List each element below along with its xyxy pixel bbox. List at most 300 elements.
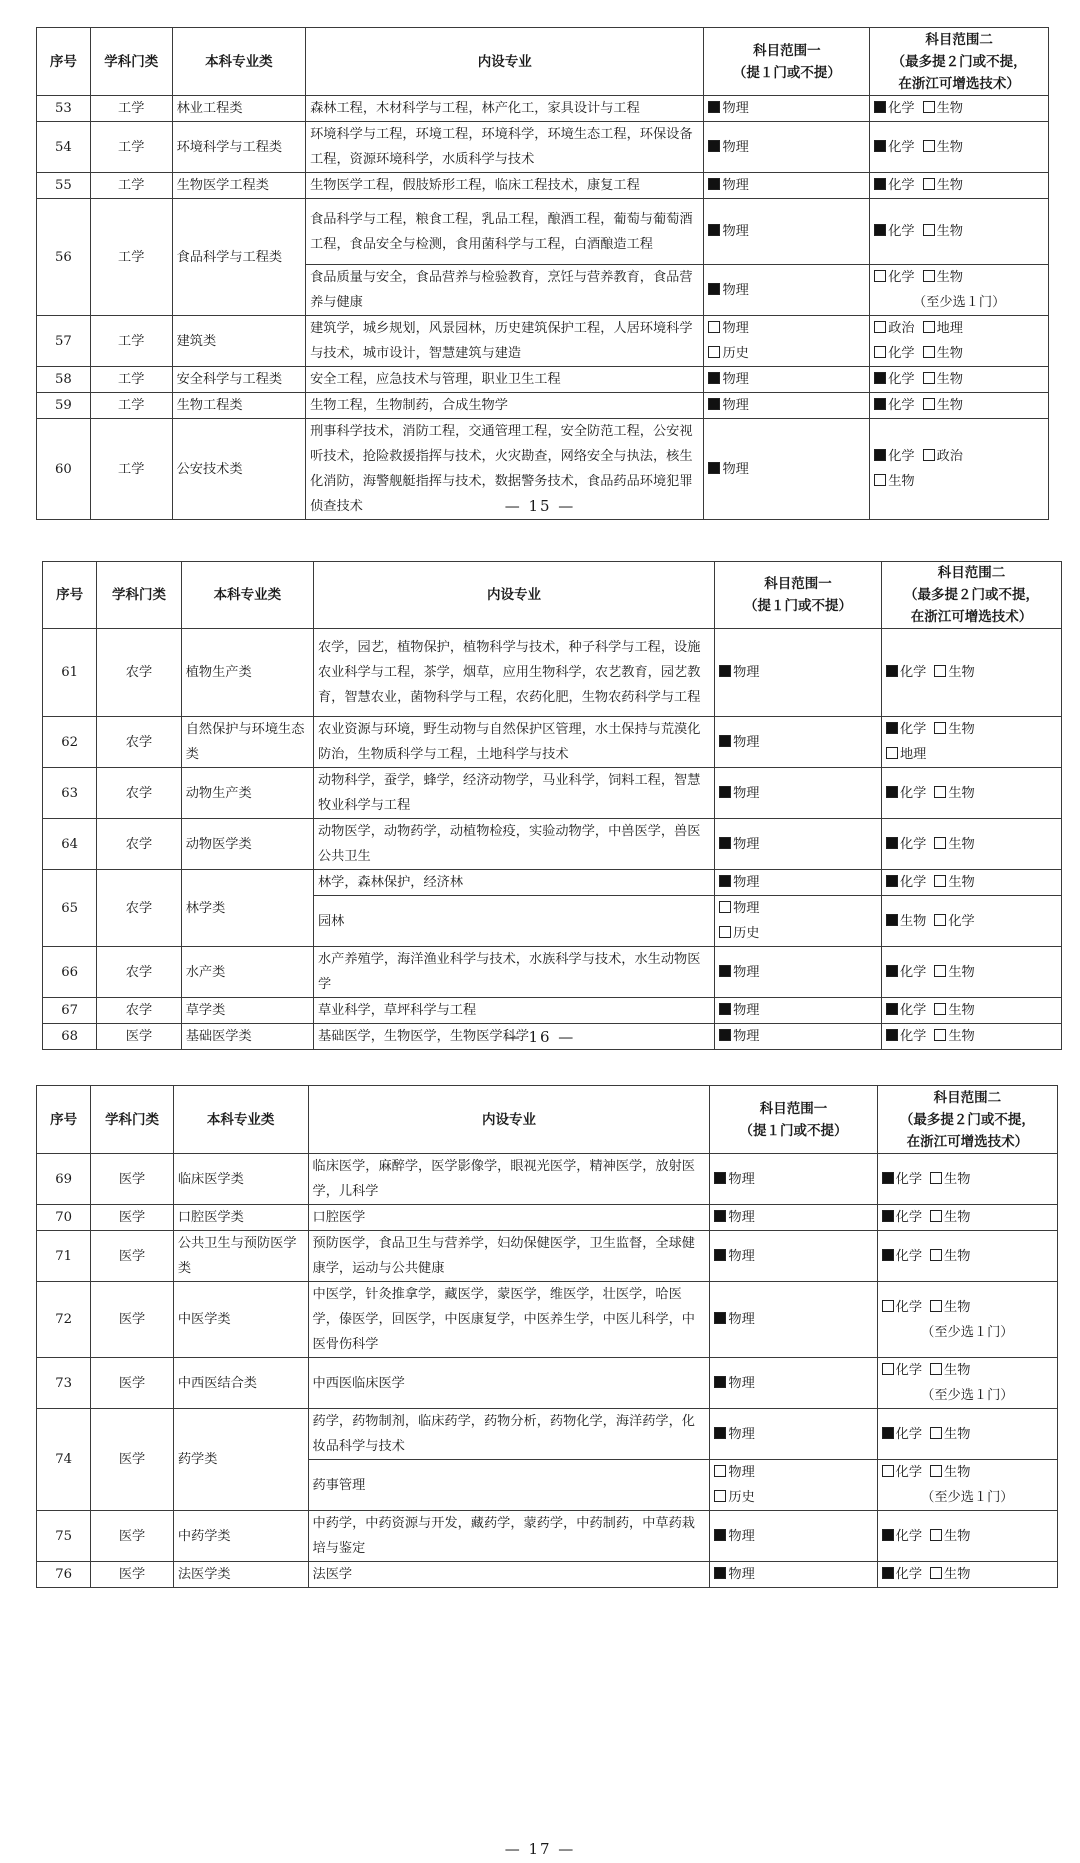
checked-box-icon [719, 837, 731, 849]
subject-label: 物理 [722, 372, 749, 387]
header-range1 [704, 28, 870, 96]
subject-range-1 [710, 1231, 877, 1282]
subject-label: 化学 [895, 1248, 923, 1264]
unchecked-box-icon [923, 449, 935, 461]
subject-option [714, 1210, 754, 1225]
option-line [882, 1244, 1053, 1269]
option-line [714, 1205, 872, 1230]
subject-label: 物理 [728, 1210, 755, 1225]
subject-label: 物理 [722, 282, 749, 298]
unchecked-box-icon [708, 321, 720, 333]
option-line [714, 1307, 872, 1332]
unchecked-box-icon [930, 1529, 942, 1541]
option-line [886, 998, 1057, 1023]
selection-note: （至少选１门） [921, 1388, 1014, 1403]
subject-range-2 [870, 265, 1049, 316]
option-line [719, 921, 877, 946]
row-majors: 动物医学，动物药学，动植物检疫，实验动物学，中兽医学，兽医公共卫生 [313, 819, 714, 870]
subject-label: 物理 [733, 734, 760, 750]
subject-range-1 [715, 870, 882, 896]
checked-box-icon [882, 1427, 894, 1439]
subject-label: 化学 [948, 913, 975, 929]
subject-option [882, 1363, 922, 1378]
row-category: 医学 [91, 1562, 174, 1588]
subject-range-1 [704, 316, 870, 367]
row-majors: 食品科学与工程，粮食工程，乳品工程，酿酒工程，葡萄与葡萄酒工程，食品安全与检测，食用菌科学与工程，白酒酿造工程 [306, 199, 704, 265]
unchecked-box-icon [874, 321, 886, 333]
header-majors: 内设专业 [306, 28, 704, 96]
row-number: 66 [43, 947, 97, 998]
subject-option [719, 735, 759, 750]
unchecked-box-icon [923, 140, 935, 152]
option-line [714, 1371, 872, 1396]
unchecked-box-icon [930, 1249, 942, 1261]
unchecked-box-icon [719, 926, 731, 938]
subject-option [708, 140, 748, 155]
option-line [886, 742, 1057, 767]
checked-box-icon [882, 1172, 894, 1184]
subject-label: 化学 [888, 178, 915, 193]
subject-range-2 [877, 1409, 1057, 1460]
row-group: 水产类 [181, 947, 313, 998]
subject-label: 物理 [728, 1375, 755, 1391]
subject-label: 物理 [722, 178, 749, 193]
unchecked-box-icon [923, 270, 935, 282]
subject-range-1 [704, 173, 870, 199]
row-number: 54 [37, 122, 91, 173]
subject-range-1 [710, 1562, 877, 1588]
checked-box-icon [886, 837, 898, 849]
unchecked-box-icon [930, 1567, 942, 1579]
subject-range-1 [710, 1205, 877, 1231]
option-line [882, 1167, 1053, 1192]
unchecked-box-icon [882, 1363, 894, 1375]
page-17-table-block [36, 1085, 1058, 1588]
table-row [37, 1562, 1058, 1588]
unchecked-box-icon [719, 901, 731, 913]
subject-label: 化学 [888, 398, 915, 413]
table-row [43, 998, 1062, 1024]
row-group: 中医学类 [173, 1282, 308, 1358]
option-line [886, 960, 1057, 985]
option-line [708, 278, 865, 303]
selection-note: （至少选１门） [912, 295, 1006, 310]
page-number-17: — 17 — [504, 1840, 576, 1858]
header-range2-line: （最多提２门或不提， [899, 1111, 1035, 1128]
subject-label: 物理 [722, 139, 749, 155]
header-range2-line: （最多提２门或不提， [891, 53, 1027, 70]
subject-option [708, 321, 748, 336]
row-majors: 药学，药物制剂，临床药学，药物分析，药物化学，海洋药学，化妆品科学与技术 [308, 1409, 710, 1460]
subject-label: 物理 [733, 665, 760, 680]
subject-option [930, 1249, 970, 1264]
option-line [714, 1460, 872, 1485]
checked-box-icon [886, 875, 898, 887]
subject-range-1 [710, 1460, 877, 1511]
header-majors: 内设专业 [308, 1086, 710, 1154]
row-majors: 药事管理 [308, 1460, 710, 1511]
subject-range-1 [704, 122, 870, 173]
checked-box-icon [714, 1312, 726, 1324]
unchecked-box-icon [886, 747, 898, 759]
subject-range-2 [870, 96, 1049, 122]
subject-label: 生物 [948, 785, 975, 801]
subject-range-2 [870, 199, 1049, 265]
row-majors: 林学，森林保护，经济林 [313, 870, 714, 896]
row-majors: 预防医学，食品卫生与营养学，妇幼保健医学，卫生监督，全球健康学，运动与公共健康 [308, 1231, 710, 1282]
row-number: 76 [37, 1562, 91, 1588]
subject-label: 化学 [888, 449, 915, 464]
selection-note: （至少选１门） [921, 1324, 1014, 1340]
table-row [37, 1205, 1058, 1231]
table-row [37, 1231, 1058, 1282]
table-row [37, 1154, 1058, 1205]
header-range2-line: 科目范围二 [925, 31, 993, 48]
checked-box-icon [714, 1567, 726, 1579]
row-category: 工学 [90, 96, 172, 122]
header-category: 学科门类 [97, 562, 182, 629]
row-majors: 水产养殖学，海洋渔业科学与技术，水族科学与技术，水生动物医学 [313, 947, 714, 998]
subject-option [714, 1172, 754, 1187]
row-category: 农学 [97, 870, 182, 947]
subject-option [708, 178, 748, 193]
checked-box-icon [708, 372, 720, 384]
row-majors: 口腔医学 [308, 1205, 710, 1231]
subject-range-2 [870, 122, 1049, 173]
subject-option [923, 140, 963, 155]
option-line [719, 998, 877, 1023]
unchecked-box-icon [934, 914, 946, 926]
subject-option [708, 283, 748, 298]
row-category: 工学 [90, 419, 172, 520]
subject-range-1 [715, 896, 882, 947]
subject-label: 物理 [733, 785, 760, 801]
row-number: 71 [37, 1231, 91, 1282]
unchecked-box-icon [714, 1490, 726, 1502]
option-line [874, 96, 1044, 121]
option-line [882, 1460, 1053, 1485]
row-group: 自然保护与环境生态类 [181, 717, 313, 768]
row-majors: 生物医学工程，假肢矫形工程，临床工程技术，康复工程 [306, 173, 704, 199]
subject-label: 化学 [895, 1171, 923, 1187]
subject-option [714, 1465, 754, 1480]
checked-box-icon [708, 283, 720, 295]
subject-range-2 [882, 870, 1062, 896]
subject-label: 物理 [728, 1567, 755, 1582]
row-majors: 安全工程，应急技术与管理，职业卫生工程 [306, 367, 704, 393]
row-majors: 法医学 [308, 1562, 710, 1588]
subject-option [714, 1376, 754, 1391]
subject-range-2 [882, 717, 1062, 768]
subject-range-1 [715, 947, 882, 998]
subject-label: 政治 [888, 321, 915, 336]
option-line [874, 393, 1044, 418]
subject-option [874, 101, 914, 116]
subject-label: 化学 [895, 1567, 923, 1582]
header-range2-line: 在浙江可增选技术） [910, 609, 1033, 625]
subject-label: 物理 [733, 1003, 760, 1018]
subject-option [719, 837, 759, 852]
checked-box-icon [708, 101, 720, 113]
subject-label: 生物 [944, 1426, 971, 1442]
row-group: 食品科学与工程类 [172, 199, 305, 316]
row-category: 医学 [91, 1205, 174, 1231]
row-majors: 临床医学，麻醉学，医学影像学，眼视光医学，精神医学，放射医学，儿科学 [308, 1154, 710, 1205]
subject-option [923, 270, 963, 285]
subject-range-2 [870, 367, 1049, 393]
subject-option [923, 101, 963, 116]
option-line [882, 1562, 1053, 1587]
subject-label: 生物 [948, 1003, 975, 1018]
subject-label: 物理 [728, 1312, 755, 1327]
subject-option [930, 1172, 970, 1187]
table-row [37, 96, 1049, 122]
subject-label: 生物 [888, 474, 915, 489]
checked-box-icon [886, 722, 898, 734]
subject-option [930, 1529, 970, 1544]
option-line [886, 832, 1057, 857]
subject-option [923, 178, 963, 193]
subject-label: 化学 [895, 1465, 923, 1480]
subject-option [934, 914, 974, 929]
subject-option [874, 372, 914, 387]
subject-label: 历史 [722, 346, 749, 361]
header-range1-line: 科目范围一 [753, 42, 821, 59]
table-row [37, 199, 1049, 265]
subject-label: 物理 [728, 1171, 755, 1187]
row-majors: 农业资源与环境，野生动物与自然保护区管理，水土保持与荒漠化防治，生物质科学与工程，土地科学与技术 [313, 717, 714, 768]
checked-box-icon [874, 224, 886, 236]
table-page-16 [42, 561, 1062, 1050]
subject-option [934, 837, 974, 852]
unchecked-box-icon [930, 1363, 942, 1375]
option-line [708, 316, 865, 341]
page-16-table-block [42, 561, 1062, 1050]
table-row [43, 717, 1062, 768]
checked-box-icon [714, 1529, 726, 1541]
subject-option [923, 449, 963, 464]
subject-option [874, 474, 914, 489]
unchecked-box-icon [930, 1172, 942, 1184]
row-group: 基础医学类 [181, 1024, 313, 1050]
subject-range-1 [704, 199, 870, 265]
subject-option [874, 321, 914, 336]
row-category: 农学 [97, 768, 182, 819]
unchecked-box-icon [882, 1300, 894, 1312]
row-group: 林学类 [181, 870, 313, 947]
option-line [714, 1485, 872, 1510]
checked-box-icon [886, 1003, 898, 1015]
page-15-table-block [36, 27, 1049, 520]
checked-box-icon [874, 372, 886, 384]
row-majors: 中医学，针灸推拿学，藏医学，蒙医学，维医学，壮医学，哈医学，傣医学，回医学，中医康复学，中医养生学，中医儿科学，中医骨伤科学 [308, 1282, 710, 1358]
subject-label: 化学 [900, 665, 927, 680]
subject-label: 地理 [900, 747, 927, 762]
subject-range-1 [710, 1511, 877, 1562]
subject-range-2 [882, 629, 1062, 717]
subject-option [882, 1465, 922, 1480]
row-number: 64 [43, 819, 97, 870]
subject-option [923, 372, 963, 387]
row-category: 工学 [90, 367, 172, 393]
subject-option [708, 346, 748, 361]
row-majors: 生物工程，生物制药，合成生物学 [306, 393, 704, 419]
checked-box-icon [708, 140, 720, 152]
subject-range-2 [882, 768, 1062, 819]
checked-box-icon [886, 786, 898, 798]
option-line [708, 135, 865, 160]
row-group: 口腔医学类 [173, 1205, 308, 1231]
row-group: 草学类 [181, 998, 313, 1024]
subject-option [930, 1210, 970, 1225]
row-group: 法医学类 [173, 1562, 308, 1588]
header-group: 本科专业类 [181, 562, 313, 629]
subject-option [930, 1363, 970, 1378]
header-majors: 内设专业 [313, 562, 714, 629]
row-group: 建筑类 [172, 316, 305, 367]
subject-range-1 [704, 265, 870, 316]
row-group: 中西医结合类 [173, 1358, 308, 1409]
subject-label: 化学 [900, 964, 927, 980]
subject-range-2 [870, 316, 1049, 367]
subject-label: 化学 [900, 1029, 927, 1044]
header-range1 [710, 1086, 877, 1154]
subject-range-2 [877, 1282, 1057, 1358]
row-majors: 刑事科学技术，消防工程，交通管理工程，安全防范工程，公安视听技术，抢险救援指挥与技术，火灾勘查，网络安全与执法，核生化消防，海警舰艇指挥与技术，数据警务技术，食品药品环境犯罪侦查技术 [306, 419, 704, 520]
subject-label: 生物 [944, 1528, 971, 1544]
subject-label: 生物 [936, 372, 963, 387]
row-majors: 基础医学，生物医学，生物医学科学 [313, 1024, 714, 1050]
checked-box-icon [719, 735, 731, 747]
subject-option [874, 178, 914, 193]
header-range2-line: （最多提２门或不提， [904, 587, 1039, 603]
unchecked-box-icon [930, 1210, 942, 1222]
subject-option [719, 665, 759, 680]
row-group: 公安技术类 [172, 419, 305, 520]
unchecked-box-icon [708, 346, 720, 358]
row-number: 63 [43, 768, 97, 819]
row-group: 动物生产类 [181, 768, 313, 819]
subject-label: 化学 [900, 722, 927, 737]
row-category: 工学 [90, 199, 172, 316]
unchecked-box-icon [923, 346, 935, 358]
subject-option [934, 786, 974, 801]
row-group: 临床医学类 [173, 1154, 308, 1205]
option-line [708, 367, 865, 392]
unchecked-box-icon [923, 178, 935, 190]
subject-range-1 [710, 1282, 877, 1358]
subject-range-1 [715, 998, 882, 1024]
subject-label: 生物 [944, 1299, 971, 1315]
checked-box-icon [886, 665, 898, 677]
option-line [874, 469, 1044, 494]
subject-range-2 [877, 1205, 1057, 1231]
unchecked-box-icon [923, 321, 935, 333]
unchecked-box-icon [923, 224, 935, 236]
unchecked-box-icon [930, 1300, 942, 1312]
header-row [43, 562, 1062, 629]
table-row [37, 316, 1049, 367]
row-category: 农学 [97, 819, 182, 870]
subject-option [708, 224, 748, 239]
subject-label: 物理 [728, 1528, 755, 1544]
row-number: 70 [37, 1205, 91, 1231]
subject-label: 政治 [936, 449, 963, 464]
row-group: 公共卫生与预防医学类 [173, 1231, 308, 1282]
subject-label: 化学 [895, 1528, 923, 1544]
option-line [886, 909, 1057, 934]
option-line [882, 1358, 1053, 1383]
subject-option [882, 1249, 922, 1264]
unchecked-box-icon [874, 270, 886, 282]
checked-box-icon [886, 965, 898, 977]
subject-range-1 [704, 367, 870, 393]
option-line [719, 896, 877, 921]
subject-option [923, 398, 963, 413]
table-row [37, 173, 1049, 199]
subject-label: 生物 [936, 139, 963, 155]
subject-label: 生物 [948, 875, 975, 890]
header-range1-line: 科目范围一 [759, 1100, 828, 1117]
header-group: 本科专业类 [172, 28, 305, 96]
row-number: 55 [37, 173, 91, 199]
row-group: 药学类 [173, 1409, 308, 1511]
row-number: 67 [43, 998, 97, 1024]
unchecked-box-icon [934, 722, 946, 734]
row-number: 75 [37, 1511, 91, 1562]
checked-box-icon [874, 101, 886, 113]
checked-box-icon [719, 1003, 731, 1015]
subject-option [923, 224, 963, 239]
subject-option [708, 398, 748, 413]
checked-box-icon [708, 462, 720, 474]
checked-box-icon [708, 398, 720, 410]
checked-box-icon [882, 1529, 894, 1541]
row-majors: 建筑学，城乡规划，风景园林，历史建筑保护工程，人居环境科学与技术，城市设计，智慧建筑与建造 [306, 316, 704, 367]
checked-box-icon [874, 178, 886, 190]
subject-label: 化学 [895, 1210, 923, 1225]
option-line [719, 960, 877, 985]
row-number: 53 [37, 96, 91, 122]
row-category: 医学 [91, 1409, 174, 1511]
subject-option [886, 786, 926, 801]
header-range2-line: 在浙江可增选技术） [898, 75, 1020, 92]
option-line [708, 96, 865, 121]
checked-box-icon [714, 1210, 726, 1222]
subject-option [874, 140, 914, 155]
row-number: 61 [43, 629, 97, 717]
header-no: 序号 [37, 28, 91, 96]
row-number: 56 [37, 199, 91, 316]
header-range2 [870, 28, 1049, 96]
subject-option [886, 1003, 926, 1018]
subject-option [714, 1427, 754, 1442]
subject-label: 化学 [888, 270, 915, 285]
row-category: 医学 [91, 1282, 174, 1358]
table-row [43, 947, 1062, 998]
unchecked-box-icon [934, 965, 946, 977]
subject-range-2 [877, 1511, 1057, 1562]
option-line [714, 1422, 872, 1447]
subject-label: 生物 [944, 1465, 971, 1480]
unchecked-box-icon [934, 1003, 946, 1015]
subject-label: 物理 [733, 964, 760, 980]
header-range1-line: 科目范围一 [764, 576, 832, 592]
unchecked-box-icon [923, 372, 935, 384]
option-line [708, 341, 865, 366]
subject-range-1 [704, 96, 870, 122]
subject-label: 物理 [722, 461, 749, 477]
